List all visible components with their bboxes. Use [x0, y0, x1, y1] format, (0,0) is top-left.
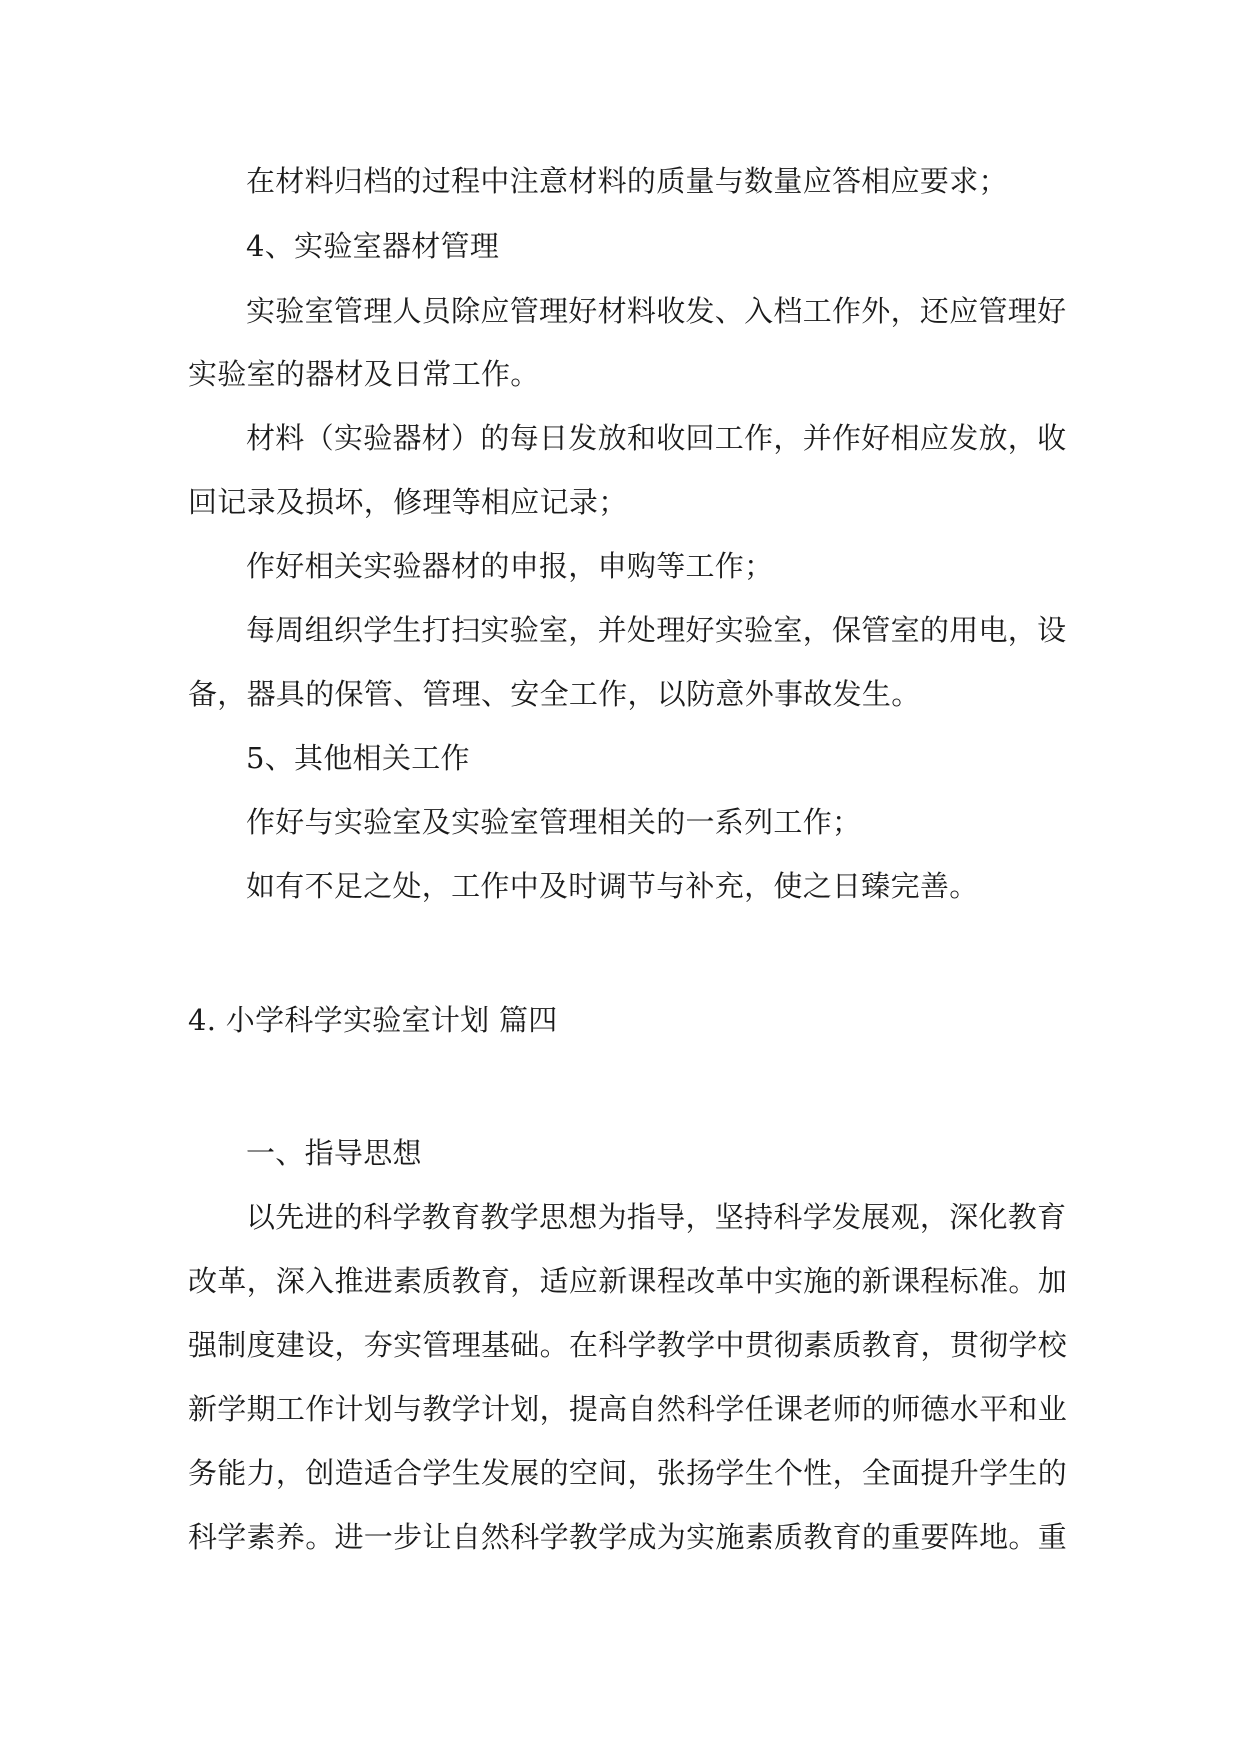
paragraph-line: 每周组织学生打扫实验室，并处理好实验室，保管室的用电，设 — [246, 613, 1067, 647]
section-heading: 5、其他相关工作 — [246, 741, 470, 775]
paragraph-line: 作好与实验室及实验室管理相关的一系列工作； — [246, 805, 862, 839]
section-heading: 4、实验室器材管理 — [246, 229, 500, 263]
section-heading: 一、指导思想 — [246, 1136, 422, 1170]
paragraph-line: 科学素养。进一步让自然科学教学成为实施素质教育的重要阵地。重 — [188, 1520, 1068, 1554]
paragraph-line: 务能力，创造适合学生发展的空间，张扬学生个性，全面提升学生的 — [188, 1456, 1068, 1490]
paragraph-line: 强制度建设，夯实管理基础。在科学教学中贯彻素质教育，贯彻学校 — [188, 1328, 1068, 1362]
paragraph-line: 回记录及损坏，修理等相应记录； — [188, 485, 628, 519]
paragraph-line: 新学期工作计划与教学计划，提高自然科学任课老师的师德水平和业 — [188, 1392, 1068, 1426]
paragraph-line: 材料（实验器材）的每日发放和收回工作，并作好相应发放，收 — [246, 421, 1067, 455]
paragraph-line: 改革，深入推进素质教育，适应新课程改革中实施的新课程标准。加 — [188, 1264, 1068, 1298]
paragraph-line: 如有不足之处，工作中及时调节与补充，使之日臻完善。 — [246, 869, 979, 903]
paragraph-line: 实验室的器材及日常工作。 — [188, 357, 540, 391]
paragraph-line: 备，器具的保管、管理、安全工作，以防意外事故发生。 — [188, 677, 921, 711]
paragraph-line: 在材料归档的过程中注意材料的质量与数量应答相应要求； — [246, 164, 1008, 198]
paragraph-line: 以先进的科学教育教学思想为指导，坚持科学发展观，深化教育 — [246, 1200, 1067, 1234]
paragraph-line: 作好相关实验器材的申报，申购等工作； — [246, 549, 774, 583]
paragraph-line: 实验室管理人员除应管理好材料收发、入档工作外，还应管理好 — [246, 294, 1067, 328]
article-title: 4. 小学科学实验室计划 篇四 — [188, 1003, 558, 1037]
